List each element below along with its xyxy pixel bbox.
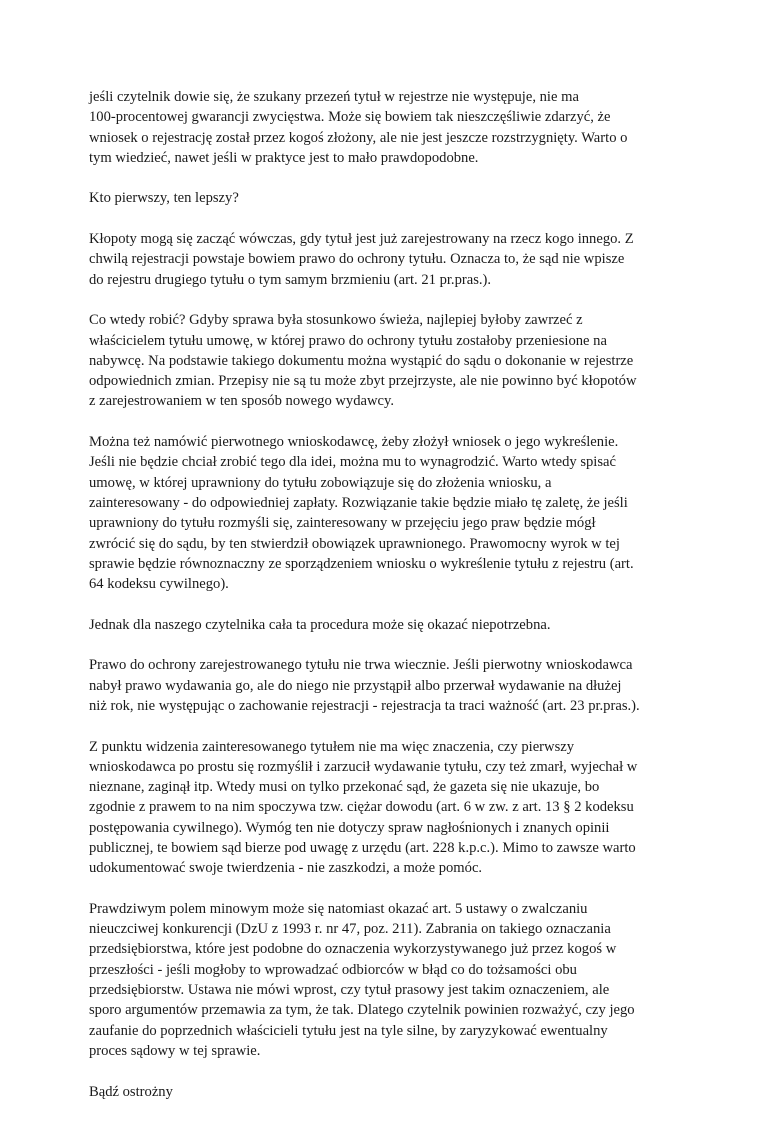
text-line: do rejestru drugiego tytułu o tym samym brzmieniu (art. 21 pr.pras.). [89, 271, 492, 288]
text-line: 100-procentowej gwarancji zwycięstwa. Może się bowiem tak nieszczęśliwie zdarzyć, że [89, 109, 611, 126]
text-line: nabywcę. Na podstawie takiego dokumentu można wystąpić do sądu o dokonanie w rejestrze [89, 352, 634, 369]
paragraph [89, 655, 679, 716]
text-line: Co wtedy robić? Gdyby sprawa była stosunkowo świeża, najlepiej byłoby zawrzeć z [89, 312, 583, 329]
paragraph [89, 310, 679, 411]
text-line: niż rok, nie występując o zachowanie rejestracji - rejestracja ta traci ważność (art. 23 pr.pras.). [89, 697, 640, 714]
text-line: zaufanie do poprzednich właścicieli tytułu jest na tyle silne, by zaryzykować ewentualny [89, 1022, 608, 1039]
text-line: tym wiedzieć, nawet jeśli w praktyce jest to mało prawdopodobne. [89, 149, 479, 166]
text-line: proces sądowy w tej sprawie. [89, 1042, 261, 1059]
text-line: Prawo do ochrony zarejestrowanego tytułu nie trwa wiecznie. Jeśli pierwotny wnioskodawca [89, 657, 633, 674]
heading-text: Bądź ostrożny [89, 1083, 173, 1100]
text-line: sporo argumentów przemawia za tym, że tak. Dlatego czytelnik powinien rozważyć, czy jego [89, 1002, 635, 1019]
text-line: udokumentować swoje twierdzenia - nie zaszkodzi, a może pomóc. [89, 860, 483, 877]
text-line: Z punktu widzenia zainteresowanego tytułem nie ma więc znaczenia, czy pierwszy [89, 738, 575, 755]
section-heading [89, 1082, 679, 1102]
text-line: przedsiębiorstw. Ustawa nie mówi wprost, czy tytuł prasowy jest takim oznaczeniem, ale [89, 982, 610, 999]
text-line: Kłopoty mogą się zacząć wówczas, gdy tytuł jest już zarejestrowany na rzecz kogo innego. Z [89, 231, 634, 248]
document-page [89, 87, 679, 1122]
paragraph [89, 899, 679, 1061]
text-line: zgodnie z prawem to na nim spoczywa tzw. ciężar dowodu (art. 6 w zw. z art. 13 § 2 kodeksu [89, 799, 634, 816]
text-line: jeśli czytelnik dowie się, że szukany przezeń tytuł w rejestrze nie występuje, nie ma [89, 89, 579, 105]
text-line: Prawdziwym polem minowym może się natomiast okazać art. 5 ustawy o zwalczaniu [89, 900, 588, 917]
text-line: wniosek o rejestrację został przez kogoś złożony, ale nie jest jeszcze rozstrzygnięty. Warto o [89, 129, 628, 146]
paragraph [89, 229, 679, 290]
text-line: sprawie będzie równoznaczny ze sporządzeniem wniosku o wykreślenie tytułu z rejestru (art. [89, 555, 634, 572]
text-line: z zarejestrowaniem w ten sposób nowego wydawcy. [89, 393, 395, 410]
text-line: chwilą rejestracji powstaje bowiem prawo do ochrony tytułu. Oznacza to, że sąd nie wpisze [89, 251, 625, 268]
text-line: Jednak dla naszego czytelnika cała ta procedura może się okazać niepotrzebna. [89, 616, 551, 633]
text-line: postępowania cywilnego). Wymóg ten nie dotyczy spraw nagłośnionych i znanych opinii [89, 819, 610, 836]
text-line: uprawniony do tytułu rozmyśli się, zainteresowany w przejęciu jego praw będzie mógł [89, 515, 596, 532]
text-line: nabył prawo wydawania go, ale do niego nie przystąpił albo przerwał wydawanie na dłużej [89, 677, 622, 694]
paragraph [89, 432, 679, 594]
text-line: 64 kodeksu cywilnego). [89, 576, 229, 593]
text-line: przedsiębiorstwa, które jest podobne do oznaczenia wykorzystywanego już przez kogoś w [89, 941, 617, 958]
heading-text: Kto pierwszy, ten lepszy? [89, 190, 239, 207]
text-line: nieznane, zaginął itp. Wtedy musi on tylko przekonać sąd, że gazeta się nie ukazuje, bo [89, 779, 600, 796]
text-line: wnioskodawca po prostu się rozmyślił i zarzucił wydawanie tytułu, czy też zmarł, wyjechał w [89, 758, 638, 775]
section-heading [89, 188, 679, 208]
text-line: nieuczciwej konkurencji (DzU z 1993 r. nr 47, poz. 211). Zabrania on takiego oznaczania [89, 921, 611, 938]
text-line: umowę, w której uprawniony do tytułu zobowiązuje się do złożenia wniosku, a [89, 474, 552, 491]
text-line: publicznej, te bowiem sąd bierze pod uwagę z urzędu (art. 228 k.p.c.). Mimo to zawsze warto [89, 839, 636, 856]
text-line: Można też namówić pierwotnego wnioskodawcę, żeby złożył wniosek o jego wykreślenie. [89, 434, 619, 451]
text-line: przeszłości - jeśli mogłoby to wprowadzać odbiorców w błąd co do tożsamości obu [89, 961, 577, 978]
paragraph [89, 615, 679, 635]
text-line: Jeśli nie będzie chciał zrobić tego dla idei, można mu to wynagrodzić. Warto wtedy spisać [89, 454, 616, 471]
paragraph [89, 87, 679, 168]
text-line: zwrócić się do sądu, by ten stwierdził obowiązek uprawnionego. Prawomocny wyrok w tej [89, 535, 620, 552]
text-line: zainteresowany - do odpowiedniej zapłaty. Rozwiązanie takie będzie miało tę zaletę, że jeśli [89, 494, 628, 511]
text-line: właścicielem tytułu umowę, w której prawo do ochrony tytułu zostałoby przeniesione na [89, 332, 607, 349]
paragraph [89, 737, 679, 879]
text-line: odpowiednich zmian. Przepisy nie są tu może zbyt przejrzyste, ale nie powinno być kłopotów [89, 373, 637, 390]
